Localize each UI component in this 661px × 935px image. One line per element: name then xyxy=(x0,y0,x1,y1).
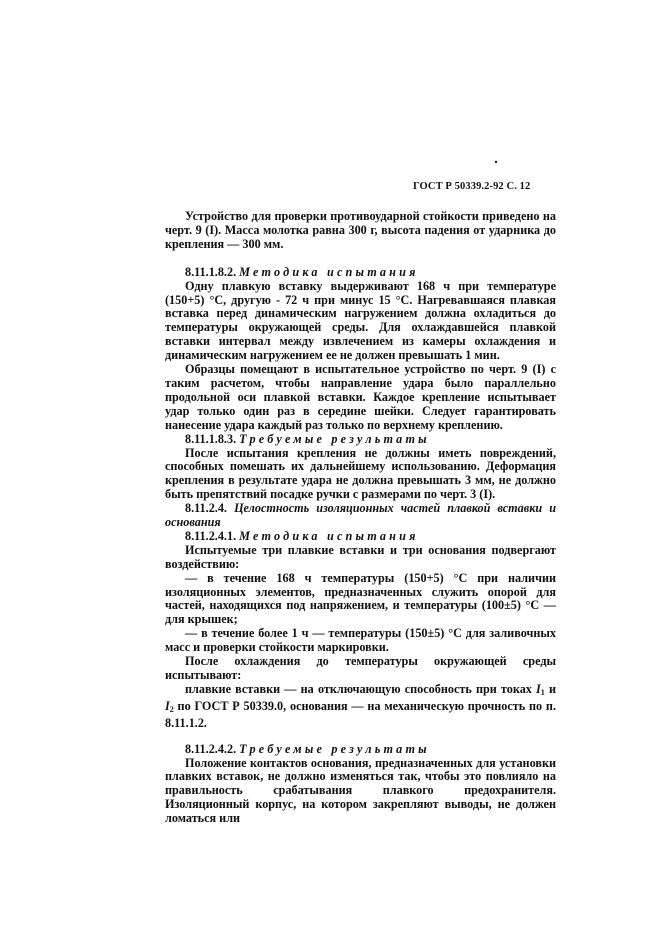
paragraph: После охлаждения до температуры окружающей среды испытывают: xyxy=(165,654,556,682)
section-title: Методика испытания xyxy=(239,528,419,543)
paragraph: Одну плавкую вставку выдерживают 168 ч при температуре (150+5) °С, другую - 72 ч при минус 15 °С. Нагревавшаяся плавкая вставка перед динамическим нагружением должна охладиться до температуры окружающей среды. Для охлаждавшейся плавкой вставки интервал между извлечением из камеры охлаждения и динамическим нагружением ее не должен превышать 1 мин. xyxy=(165,278,556,363)
standard-number: ГОСТ Р 50339.2-92 xyxy=(413,181,504,192)
page-header xyxy=(413,181,530,192)
section-number: 8.11.2.4.1. xyxy=(185,528,237,543)
paragraph: После испытания крепления не должны иметь повреждений, способных помешать их дальнейшему использованию. Деформация крепления в результате удара не должна превышать 3 мм, не должно быть препятствий посадке ручки с размерами по черт. 3 (I). xyxy=(165,445,556,502)
document-body xyxy=(165,210,556,826)
paragraph: плавкие вставки — на отключающую способность при токах $I_1$ и $I_2$ по ГОСТ Р 50339.0, основания — на механическую прочность по п. 8.11.1.2. xyxy=(165,681,556,730)
list-item: — в течение 168 ч температуры (150+5) °С при наличии изоляционных элементов, предназначенных служить опорой для частей, находящихся под напряжением, и температуры (100±5) °С — для крышек; xyxy=(165,570,556,627)
section-title: Требуемые результаты xyxy=(239,431,430,446)
paragraph: Образцы помещают в испытательное устройство по черт. 9 (I) с таким расчетом, чтобы направление удара было параллельно продольной оси плавкой вставки. Каждое крепление испытывает удар только один раз в середине шейки. Следует гарантировать нанесение удара каждый раз только по верхнему креплению. xyxy=(165,362,556,432)
section-number: 8.11.1.8.2. xyxy=(185,264,237,279)
section-heading-8-11-1-8-3 xyxy=(165,433,556,447)
section-heading-8-11-2-4-2 xyxy=(165,743,556,757)
section-title: Требуемые результаты xyxy=(239,741,430,756)
section-title: Целостность изоляционных частей плавкой вставки и основания xyxy=(165,501,557,530)
section-number: 8.11.2.4.2. xyxy=(185,741,237,756)
section-title: Методика испытания xyxy=(239,264,419,279)
section-number: 8.11.1.8.3. xyxy=(185,431,237,446)
section-number: 8.11.2.4. xyxy=(185,501,227,516)
section-heading-8-11-2-4-1 xyxy=(165,530,556,544)
paragraph: Положение контактов основания, предназначенных для установки плавких вставок, не должно изменяться так, чтобы это повлияло на правильность срабатывания плавкого предохранителя. Изоляционный корпус, на котором закрепляют выводы, не должен ломаться или xyxy=(165,755,556,826)
section-heading-8-11-2-4 xyxy=(165,502,556,530)
scan-speck xyxy=(495,161,497,163)
paragraph: Испытуемые три плавкие вставки и три основания подвергают воздействию: xyxy=(165,542,556,571)
intro-paragraph: Устройство для проверки противоударной стойкости приведено на черт. 9 (I). Масса молотка равна 300 г, высота падения от ударника до крепления — 300 мм. xyxy=(165,209,556,251)
list-item: — в течение более 1 ч — температуры (150±5) °С для заливочных масс и проверки стойкости маркировки. xyxy=(165,626,556,655)
page-number: С. 12 xyxy=(506,181,531,192)
section-heading-8-11-1-8-2 xyxy=(165,266,556,280)
